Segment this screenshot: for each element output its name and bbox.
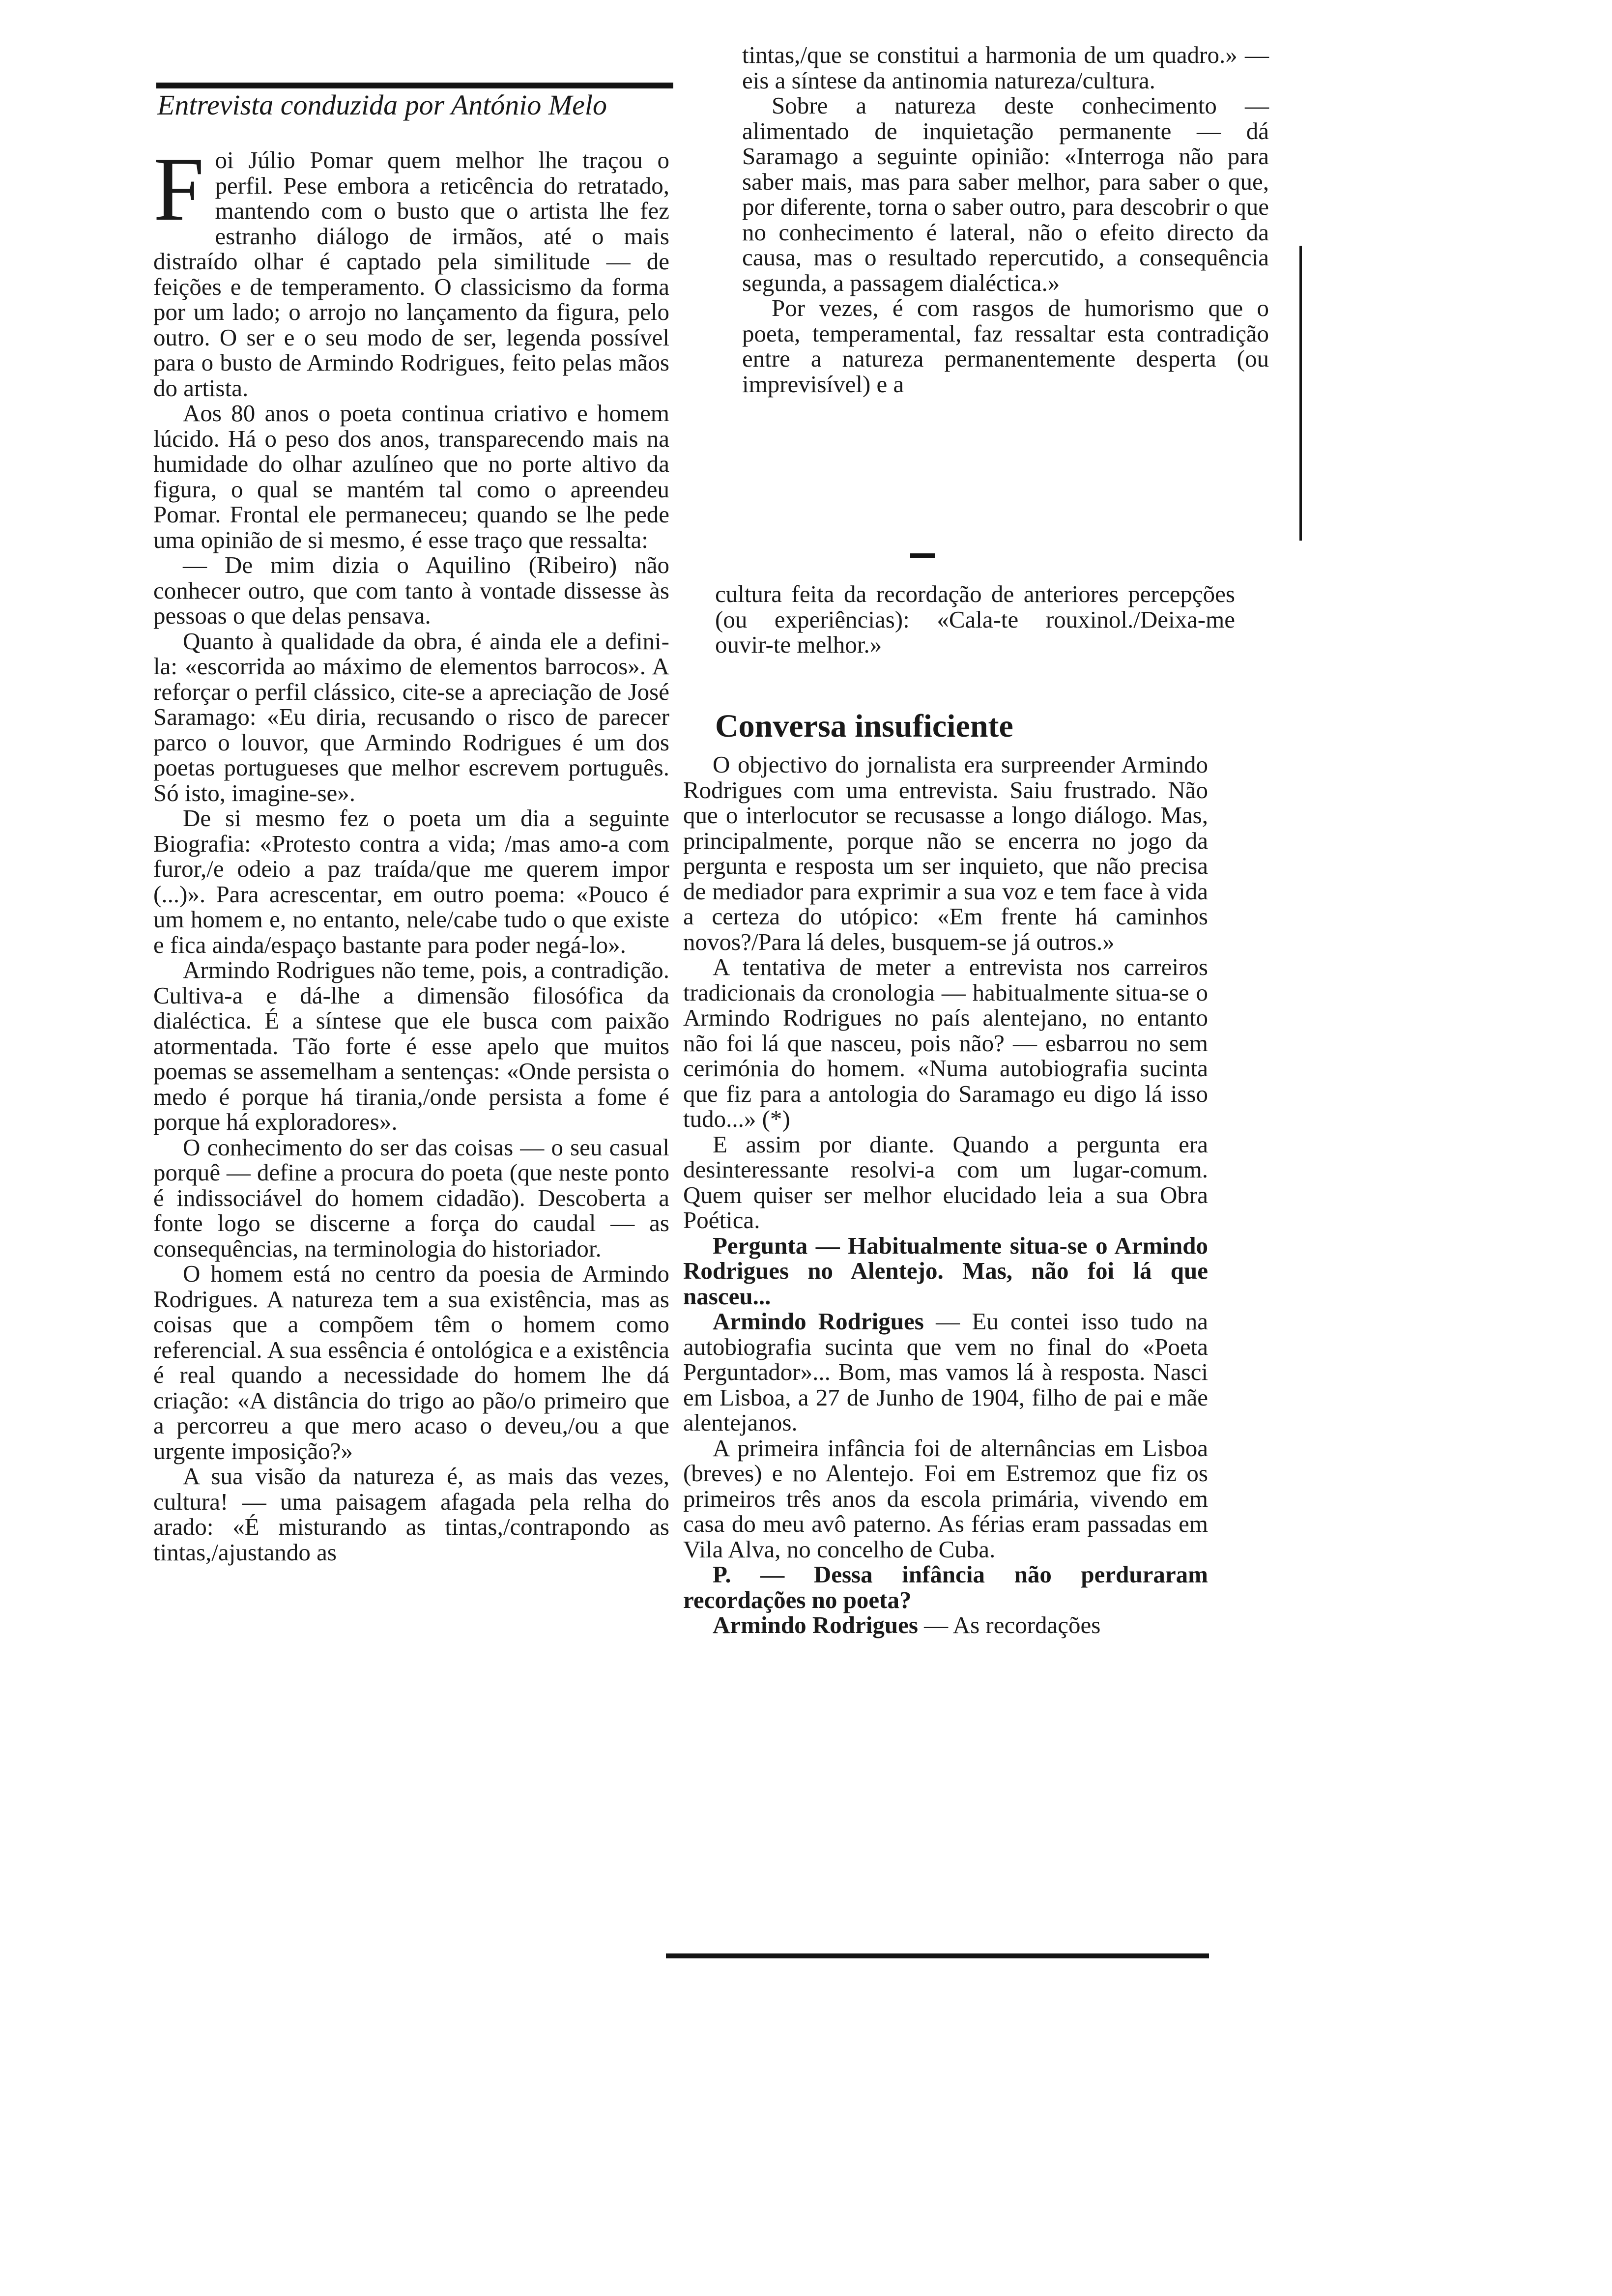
paragraph: Sobre a natureza deste conhecimento — alimentado de inquietação permanente — dá Saramago a seguinte opinião: «Interroga não para saber mais, mas para saber melhor, para saber o que, por diferente, torna o saber outro, para descobrir o que no conhecimento é lateral, não o efeito directo da causa, mas o resultado repercutido, a consequência segunda, a passagem dialéctica.»: [742, 92, 1269, 296]
paragraph: A sua visão da natureza é, as mais das vezes, cultura! — uma paisagem afagada pela relha do arado: «É misturando as tintas,/contrapondo as tintas,/ajustando as: [153, 1463, 669, 1566]
paragraph: — De mim dizia o Aquilino (Ribeiro) não conhecer outro, que com tanto à vontade dissesse às pessoas o que delas pensava.: [153, 551, 669, 629]
section-subheading: Conversa insuficiente: [715, 708, 1013, 744]
answer-text: — Eu contei isso tudo na autobiografia sucinta que vem no final do «Poeta Perguntador»... Bom, mas vamos lá à resposta. Nasci em Lisboa, a 27 de Junho de 1904, filho de pai e mãe alentejanos.: [683, 1308, 1208, 1436]
paragraph: A primeira infância foi de alternâncias em Lisboa (breves) e no Alentejo. Foi em Estremoz que fiz os primeiros três anos da escola primária, vivendo em casa do meu avô paterno. As férias eram passadas em Vila Alva, no concelho de Cuba.: [683, 1434, 1208, 1563]
paragraph: De si mesmo fez o poeta um dia a seguinte Biografia: «Protesto contra a vida; /mas amo-a com furor,/e odeio a paz traída/que me querem impor (...)». Para acrescentar, em outro poema: «Pouco é um homem e, no entanto, nele/cabe tudo o que existe e fica ainda/espaço bastante para poder negá-lo».: [153, 804, 669, 958]
paragraph: Aos 80 anos o poeta continua criativo e homem lúcido. Há o peso dos anos, transparecendo mais na humidade do olhar azulíneo que no porte altivo da figura, o qual se mantém tal como o apreendeu Pomar. Frontal ele permaneceu; quando se lhe pede uma opinião de si mesmo, é esse traço que ressalta:: [153, 400, 669, 553]
opening-paragraph: [153, 139, 669, 402]
drop-cap: F: [153, 139, 204, 240]
section-dash: [910, 553, 935, 558]
right-column-mid: [715, 581, 1235, 658]
right-column-top: [742, 42, 1269, 397]
paragraph: O objectivo do jornalista era surpreender Armindo Rodrigues com uma entrevista. Saiu frustrado. Não que o interlocutor se recusasse a longo diálogo. Mas, principalmente, porque não se encerra no jogo da pergunta e resposta um ser inquieto, que não precisa de mediador para exprimir a sua voz e tem face à vida a certeza do utópico: «Em frente há caminhos novos?/Para lá deles, busquem-se já outros.»: [683, 751, 1208, 955]
paragraph: O homem está no centro da poesia de Armindo Rodrigues. A natureza tem a sua existência, mas as coisas que a compõem têm o homem como referencial. A sua essência é ontológica e a existência é real quando a necessidade do homem lhe dá criação: «A distância do trigo ao pão/o primeiro que a percorreu a que mero acaso o deveu,/ou a que urgente imposição?»: [153, 1260, 669, 1464]
side-rule: [1299, 246, 1302, 541]
paragraph: Quanto à qualidade da obra, é ainda ele a defini-la: «escorrida ao máximo de elementos barrocos». A reforçar o perfil clássico, cite-se a apreciação de José Saramago: «Eu diria, recusando o risco de parecer parco o louvor, que Armindo Rodrigues é um dos poetas portugueses que melhor escrevem português. Só isto, imagine-se».: [153, 627, 669, 806]
question-paragraph: [683, 1562, 1208, 1612]
question-text: P. — Dessa infância não perduraram recordações no poeta?: [683, 1561, 1208, 1613]
paragraph: A tentativa de meter a entrevista nos carreiros tradicionais da cronologia — habitualmente situa-se o Armindo Rodrigues no país alentejano, no entanto não foi lá que nasceu, pois não? — esbarrou no sem cerimónia do homem. «Numa autobiografia sucinta que fiz para a antologia do Saramago eu digo lá isso tudo...» (*): [683, 953, 1208, 1132]
answer-paragraph: [683, 1309, 1208, 1435]
paragraph: O conhecimento do ser das coisas — o seu casual porquê — define a procura do poeta (que neste ponto é indissociável do homem cidadão). Descoberta a fonte logo se discerne a força do caudal — as consequências, na terminologia do historiador.: [153, 1133, 669, 1262]
bottom-rule: [666, 1953, 1209, 1958]
paragraph: E assim por diante. Quando a pergunta era desinteressante resolvi-a com um lugar-comum. Quem quiser ser melhor elucidado leia a sua Obra Poética.: [683, 1130, 1208, 1234]
paragraph: cultura feita da recordação de anteriores percepções (ou experiências): «Cala-te rouxinol./Deixa-me ouvir-te melhor.»: [715, 580, 1235, 658]
interview-credit: Entrevista conduzida por António Melo: [157, 89, 607, 121]
question-paragraph: [683, 1233, 1208, 1309]
answer-paragraph: [683, 1612, 1208, 1638]
question-text: Pergunta — Habitualmente situa-se o Armindo Rodrigues no Alentejo. Mas, não foi lá que nasceu...: [683, 1232, 1208, 1310]
paragraph: tintas,/que se constitui a harmonia de um quadro.» — eis a síntese da antinomia natureza/cultura.: [742, 41, 1269, 94]
left-column: [153, 139, 669, 1566]
opening-text: oi Júlio Pomar quem melhor lhe traçou o perfil. Pese embora a reticência do retratado, mantendo com o busto que o artista lhe fez estranho diálogo de irmãos, até o mais distraído olhar é captado pela similitude — de feições e de temperamento. O classicismo da forma por um lado; o arrojo no lançamento da figura, pelo outro. O ser e o seu modo de ser, legenda possível para o busto de Armindo Rodrigues, feito pelas mãos do artista.: [153, 146, 669, 402]
right-column-bottom: [683, 752, 1208, 1638]
paragraph: Armindo Rodrigues não teme, pois, a contradição. Cultiva-a e dá-lhe a dimensão filosófica da dialéctica. É a síntese que ele busca com paixão atormentada. Tão forte é esse apelo que muitos poemas se assemelham a sentenças: «Onde persista o medo é porque há tirania,/onde persista a fome é porque há exploradores».: [153, 956, 669, 1135]
answer-text: — As recordações: [918, 1611, 1101, 1638]
speaker-name: Armindo Rodrigues: [713, 1611, 918, 1638]
speaker-name: Armindo Rodrigues: [713, 1308, 924, 1335]
paragraph: Por vezes, é com rasgos de humorismo que o poeta, temperamental, faz ressaltar esta contradição entre a natureza permanentemente desperta (ou imprevisível) e a: [742, 294, 1269, 398]
